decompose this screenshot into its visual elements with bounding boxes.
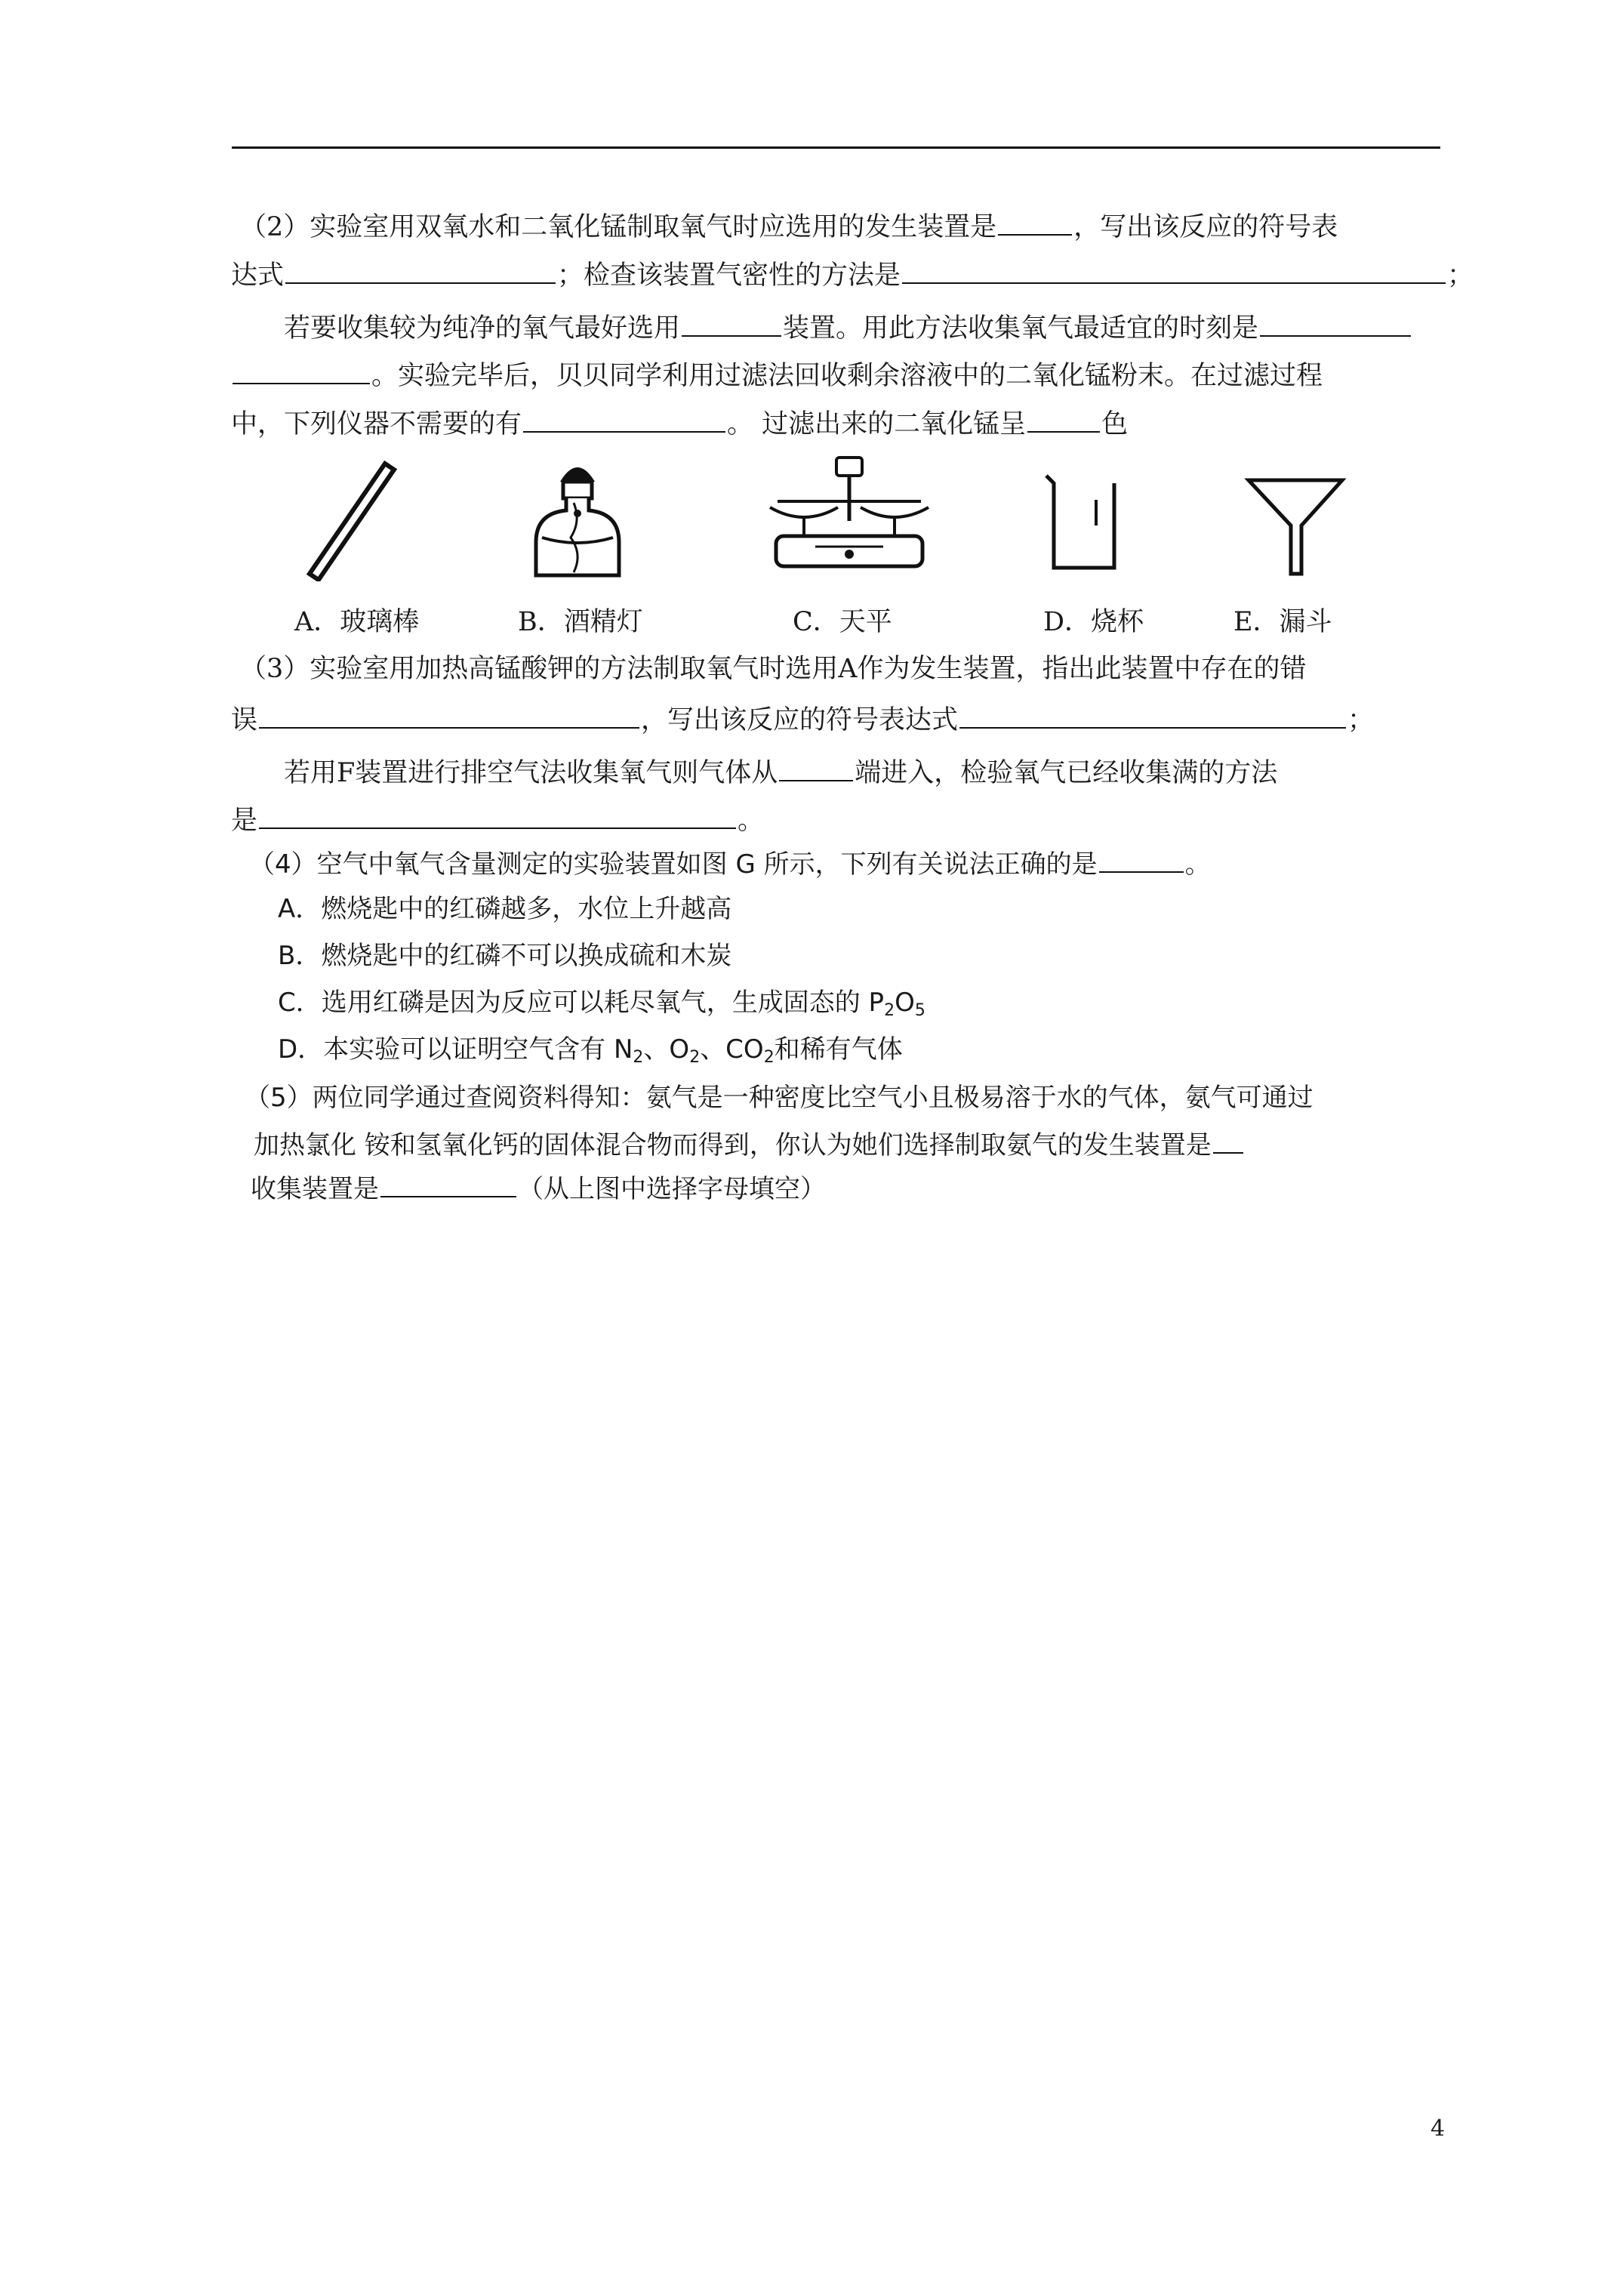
q4-stem: （4）空气中氧气含量测定的实验装置如图 G 所示，下列有关说法正确的是 。 bbox=[249, 846, 1211, 883]
q4-option-a: A．燃烧匙中的红磷越多，水位上升越高 bbox=[278, 894, 732, 924]
apparatus-label-a: A．玻璃棒 bbox=[294, 607, 420, 637]
blank[interactable] bbox=[380, 1170, 516, 1197]
q4-option-d: D．本实验可以证明空气含有 $N_2$、$O_2$、$CO_2$和稀有气体 bbox=[278, 1034, 903, 1067]
blank[interactable] bbox=[959, 701, 1346, 729]
q3-line-4: 是 。 bbox=[231, 802, 764, 839]
blank[interactable] bbox=[682, 310, 781, 337]
q2-line-1: （2）实验室用双氧水和二氧化锰制取氧气时应选用的发生装置是 ，写出该反应的符号表 bbox=[240, 208, 1338, 245]
beaker-image bbox=[1036, 453, 1126, 581]
page-number: 4 bbox=[1431, 2116, 1446, 2142]
apparatus-label-b: B．酒精灯 bbox=[518, 607, 643, 637]
blank[interactable] bbox=[285, 257, 556, 284]
q5-line-1: （5）两位同学通过查阅资料得知：氨气是一种密度比空气小且极易溶于水的气体，氨气可通过 bbox=[245, 1083, 1313, 1113]
alcohol-lamp-image bbox=[521, 453, 634, 581]
q5-line-3: 收集装置是 （从上图中选择字母填空） bbox=[251, 1170, 826, 1207]
balance-image bbox=[762, 453, 936, 581]
q2-line-5: 中，下列仪器不需要的有 。 过滤出来的二氧化锰呈 色 bbox=[231, 405, 1128, 442]
blank[interactable] bbox=[779, 754, 853, 781]
q3-line-1: （3）实验室用加热高锰酸钾的方法制取氧气时选用A作为发生装置，指出此装置中存在的错 bbox=[240, 654, 1307, 684]
q4-option-c: C．选用红磷是因为反应可以耗尽氧气，生成固态的 $P_2O_5$ bbox=[278, 988, 925, 1020]
apparatus-label-d: D．烧杯 bbox=[1043, 607, 1144, 637]
blank[interactable] bbox=[1027, 405, 1100, 433]
q2-line-2: 达式 ；检查该装置气密性的方法是 ； bbox=[231, 257, 1474, 294]
q2-line-3: 若要收集较为纯净的氧气最好选用 装置。用此方法收集氧气最适宜的时刻是 bbox=[284, 310, 1412, 347]
blank[interactable] bbox=[902, 257, 1446, 284]
blank[interactable] bbox=[523, 405, 725, 433]
glass-rod-image bbox=[296, 453, 402, 581]
blank[interactable] bbox=[998, 208, 1072, 236]
q2-line-4: 。实验完毕后，贝贝同学利用过滤法回收剩余溶液中的二氧化锰粉末。在过滤过程 bbox=[231, 357, 1323, 394]
blank[interactable] bbox=[233, 357, 370, 384]
funnel-image bbox=[1243, 453, 1348, 581]
header-rule bbox=[232, 146, 1440, 149]
blank[interactable] bbox=[259, 802, 736, 829]
q3-line-2: 误 ，写出该反应的符号表达式 ； bbox=[231, 701, 1374, 738]
blank[interactable] bbox=[1213, 1126, 1243, 1154]
blank[interactable] bbox=[1260, 310, 1411, 337]
blank[interactable] bbox=[1099, 846, 1184, 873]
q3-line-3: 若用F装置进行排空气法收集氧气则气体从 端进入，检验氧气已经收集满的方法 bbox=[284, 754, 1277, 791]
q5-line-2: 加热氯化 铵和氢氧化钙的固体混合物而得到，你认为她们选择制取氨气的发生装置是 bbox=[254, 1126, 1245, 1163]
q4-option-b: B．燃烧匙中的红磷不可以换成硫和木炭 bbox=[278, 941, 732, 971]
apparatus-label-e: E．漏斗 bbox=[1233, 607, 1332, 637]
apparatus-label-c: C．天平 bbox=[793, 607, 892, 637]
blank[interactable] bbox=[259, 701, 639, 729]
